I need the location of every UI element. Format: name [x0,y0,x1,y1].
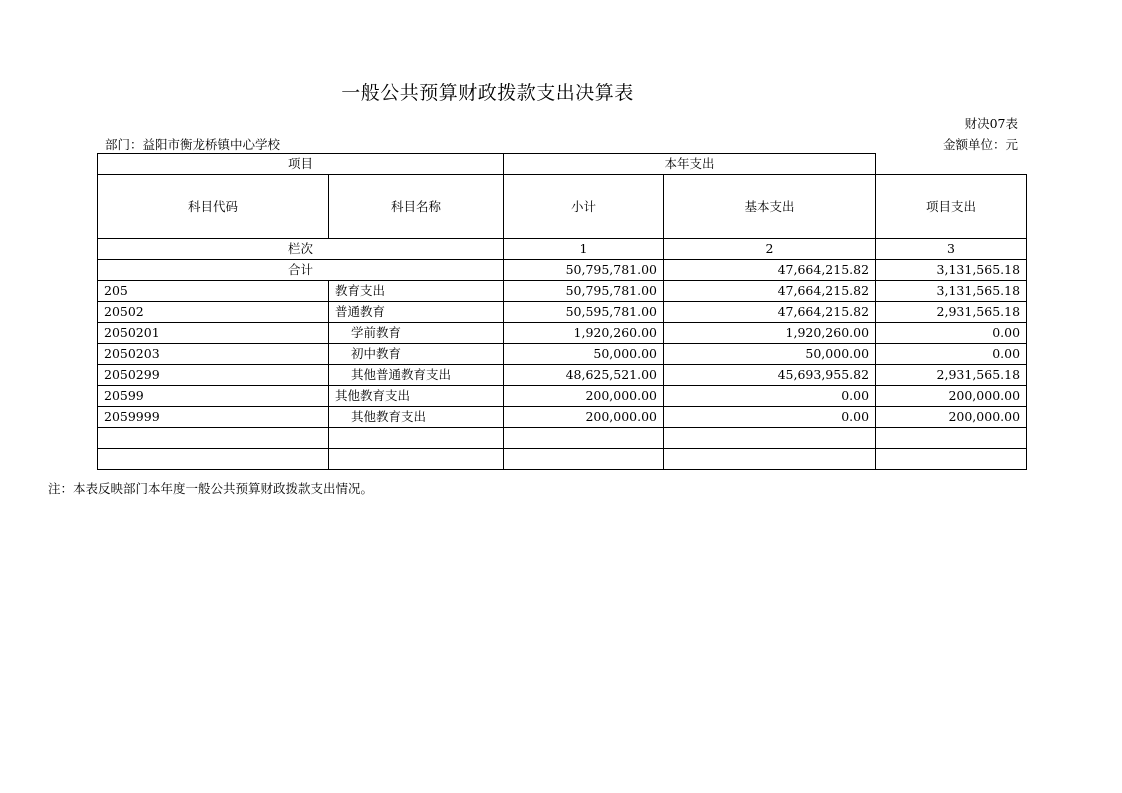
header-row-2 [98,175,1027,239]
footnote: 注：本表反映部门本年度一般公共预算财政拨款支出情况。 [48,481,374,496]
form-number: 财决07表 [964,116,1018,131]
row-name: 教育支出 [329,281,504,302]
header-row-1 [98,154,1027,175]
column-index-3: 3 [876,239,1027,260]
header-project: 项目 [98,154,504,175]
row-subtotal: 200,000.00 [504,407,664,428]
row-basic: 47,664,215.82 [664,302,876,323]
table-row [98,323,1027,344]
row-basic: 0.00 [664,407,876,428]
row-code: 2050201 [98,323,329,344]
header-empty-cell [876,154,1027,175]
row-code: 20502 [98,302,329,323]
row-project: 200,000.00 [876,386,1027,407]
row-name: 其他普通教育支出 [329,365,504,386]
header-project-expenditure: 项目支出 [876,175,1027,239]
header-name: 科目名称 [329,175,504,239]
row-basic: 45,693,955.82 [664,365,876,386]
row-name: 其他教育支出 [329,407,504,428]
row-code: 2050203 [98,344,329,365]
header-basic: 基本支出 [664,175,876,239]
total-row [98,260,1027,281]
row-code: 205 [98,281,329,302]
row-basic: 1,920,260.00 [664,323,876,344]
row-name: 学前教育 [329,323,504,344]
row-basic: 0.00 [664,386,876,407]
row-project: 2,931,565.18 [876,365,1027,386]
table-row [98,365,1027,386]
row-basic: 50,000.00 [664,344,876,365]
table-row [98,281,1027,302]
empty-row [98,449,1027,470]
currency-unit-label: 金额单位：元 [942,137,1018,152]
row-name: 普通教育 [329,302,504,323]
table-row [98,344,1027,365]
row-project: 0.00 [876,323,1027,344]
table-row [98,302,1027,323]
row-project: 0.00 [876,344,1027,365]
header-current-year: 本年支出 [504,154,876,175]
column-index-row [98,239,1027,260]
column-index-1: 1 [504,239,664,260]
header-code: 科目代码 [98,175,329,239]
row-subtotal: 1,920,260.00 [504,323,664,344]
row-subtotal: 200,000.00 [504,386,664,407]
row-name: 初中教育 [329,344,504,365]
row-project: 3,131,565.18 [876,281,1027,302]
total-project: 3,131,565.18 [876,260,1027,281]
row-code: 2050299 [98,365,329,386]
total-label: 合计 [98,260,504,281]
total-subtotal: 50,795,781.00 [504,260,664,281]
row-name: 其他教育支出 [329,386,504,407]
row-code: 20599 [98,386,329,407]
row-subtotal: 50,595,781.00 [504,302,664,323]
department-label: 部门：益阳市衡龙桥镇中心学校 [105,137,281,152]
row-project: 200,000.00 [876,407,1027,428]
total-basic: 47,664,215.82 [664,260,876,281]
table-row [98,386,1027,407]
row-basic: 47,664,215.82 [664,281,876,302]
empty-row [98,428,1027,449]
column-index-label: 栏次 [98,239,504,260]
expenditure-table [97,153,1027,470]
header-subtotal: 小计 [504,175,664,239]
row-project: 2,931,565.18 [876,302,1027,323]
row-subtotal: 50,795,781.00 [504,281,664,302]
page-title: 一般公共预算财政拨款支出决算表 [341,82,634,104]
row-subtotal: 50,000.00 [504,344,664,365]
row-subtotal: 48,625,521.00 [504,365,664,386]
row-code: 2059999 [98,407,329,428]
table-row [98,407,1027,428]
column-index-2: 2 [664,239,876,260]
